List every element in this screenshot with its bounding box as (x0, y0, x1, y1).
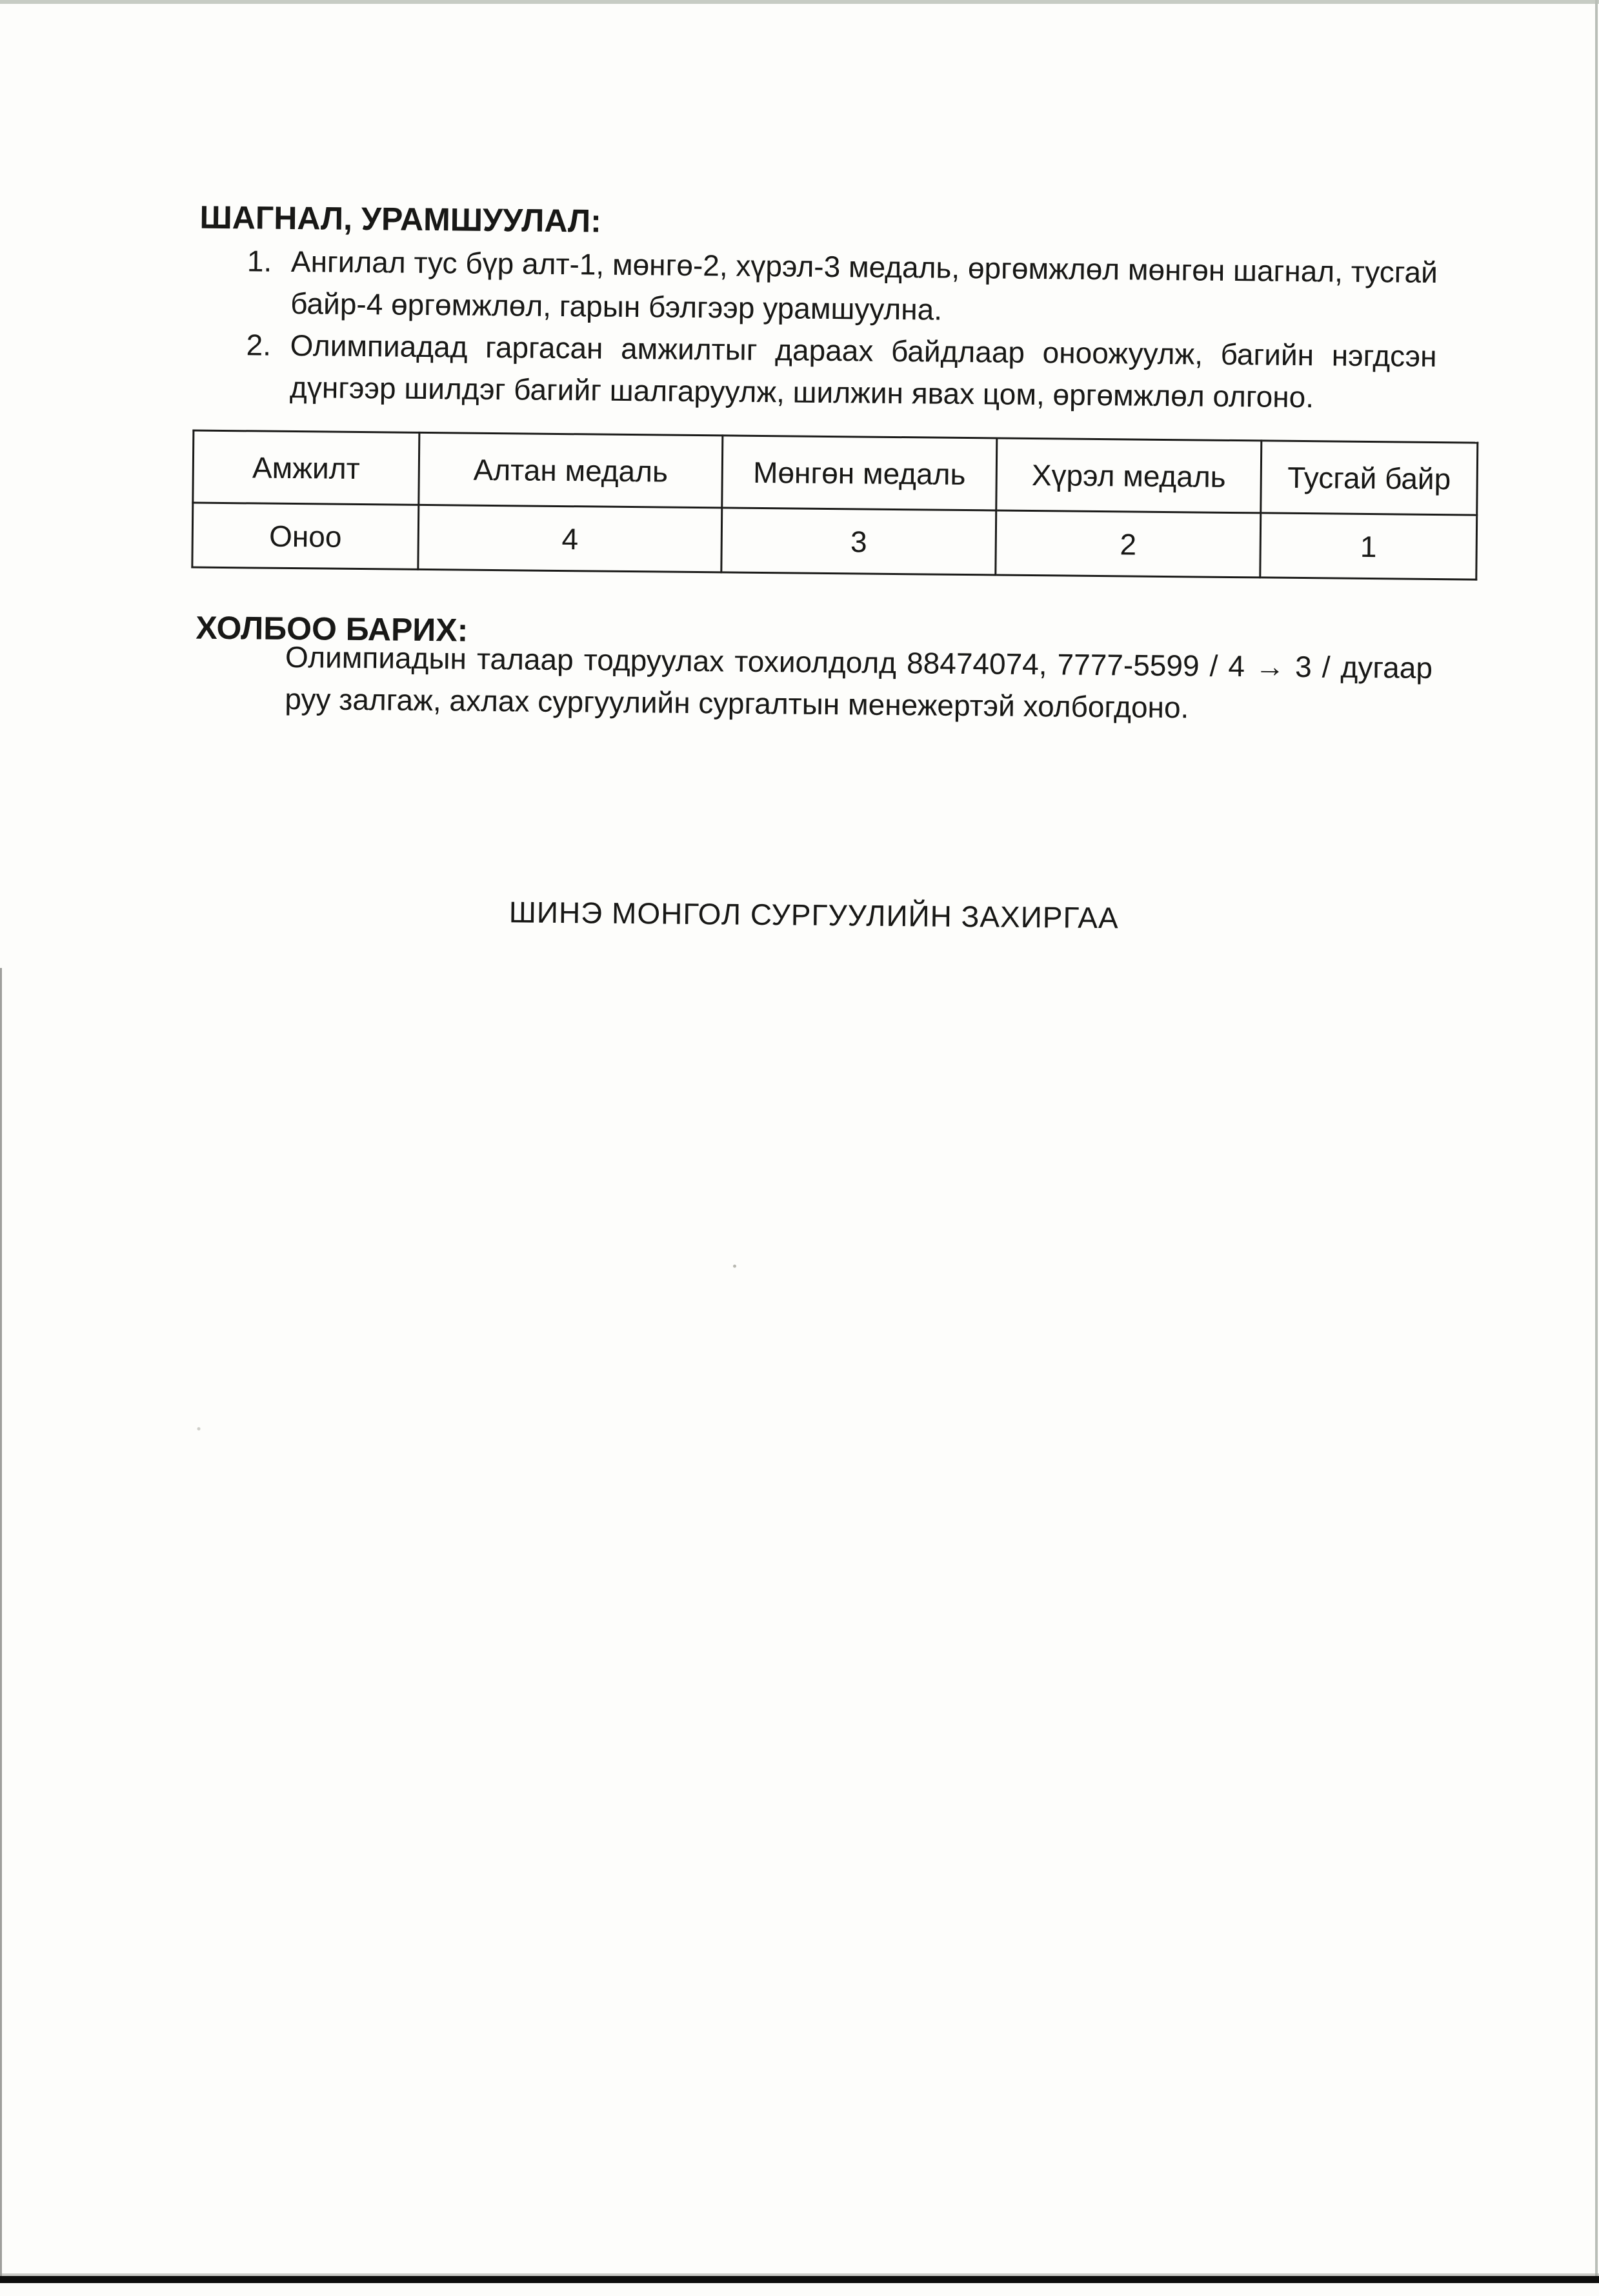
table-header-cell: Алтан медаль (419, 432, 723, 508)
scan-edge-left (0, 968, 2, 2283)
list-item (246, 324, 1437, 419)
table-cell: 2 (996, 510, 1261, 578)
table-header-cell: Мөнгөн медаль (722, 436, 997, 510)
table-cell: 3 (721, 508, 996, 575)
scan-edge-bottom (0, 2276, 1599, 2283)
scan-edge-right (1595, 0, 1598, 2283)
contact-paragraph: Олимпиадын талаар тодруулах тохиолдолд 88474074, 7777-5599 / 4 → 3 / дугаар руу залгаж, ахлах сургуулийн сургалтын менежертэй холбогдоно. (285, 636, 1433, 731)
table-header-cell: Тусгай байр (1261, 441, 1478, 515)
list-item-number: 1. (247, 240, 292, 283)
rewards-numbered-list (246, 240, 1438, 419)
scan-speckle (733, 1265, 736, 1268)
table-cell: 4 (418, 505, 722, 572)
scan-edge-top (0, 0, 1599, 4)
list-item (246, 240, 1438, 336)
list-item-number: 2. (246, 324, 290, 367)
scan-speckle (197, 1427, 201, 1431)
table-cell: 1 (1260, 513, 1477, 579)
table-header-cell: Хүрэл медаль (996, 438, 1262, 513)
signature-line: ШИНЭ МОНГОЛ СУРГУУЛИЙН ЗАХИРГАА (188, 891, 1440, 938)
score-table (191, 430, 1478, 581)
list-item-text: Олимпиадад гаргасан амжилтыг дараах байдлаар оноожуулж, багийн нэгдсэн дүнгээр шилдэг багийг шалгаруулж, шилжин явах цом, өргөмжлөл олгоно. (290, 325, 1437, 419)
table-header-cell: Амжилт (193, 430, 419, 505)
table-cell: Оноо (192, 503, 419, 569)
contact-section-heading: ХОЛБОО БАРИХ: (196, 609, 468, 649)
rewards-section-heading: ШАГНАЛ, УРАМШУУЛАЛ: (199, 199, 601, 240)
table-header-row (193, 430, 1478, 515)
table-row (192, 503, 1477, 579)
list-item-text: Ангилал тус бүр алт-1, мөнгө-2, хүрэл-3 медаль, өргөмжлөл мөнгөн шагнал, тусгай байр-4 өргөмжлөл, гарын бэлгээр урамшуулна. (290, 241, 1438, 336)
